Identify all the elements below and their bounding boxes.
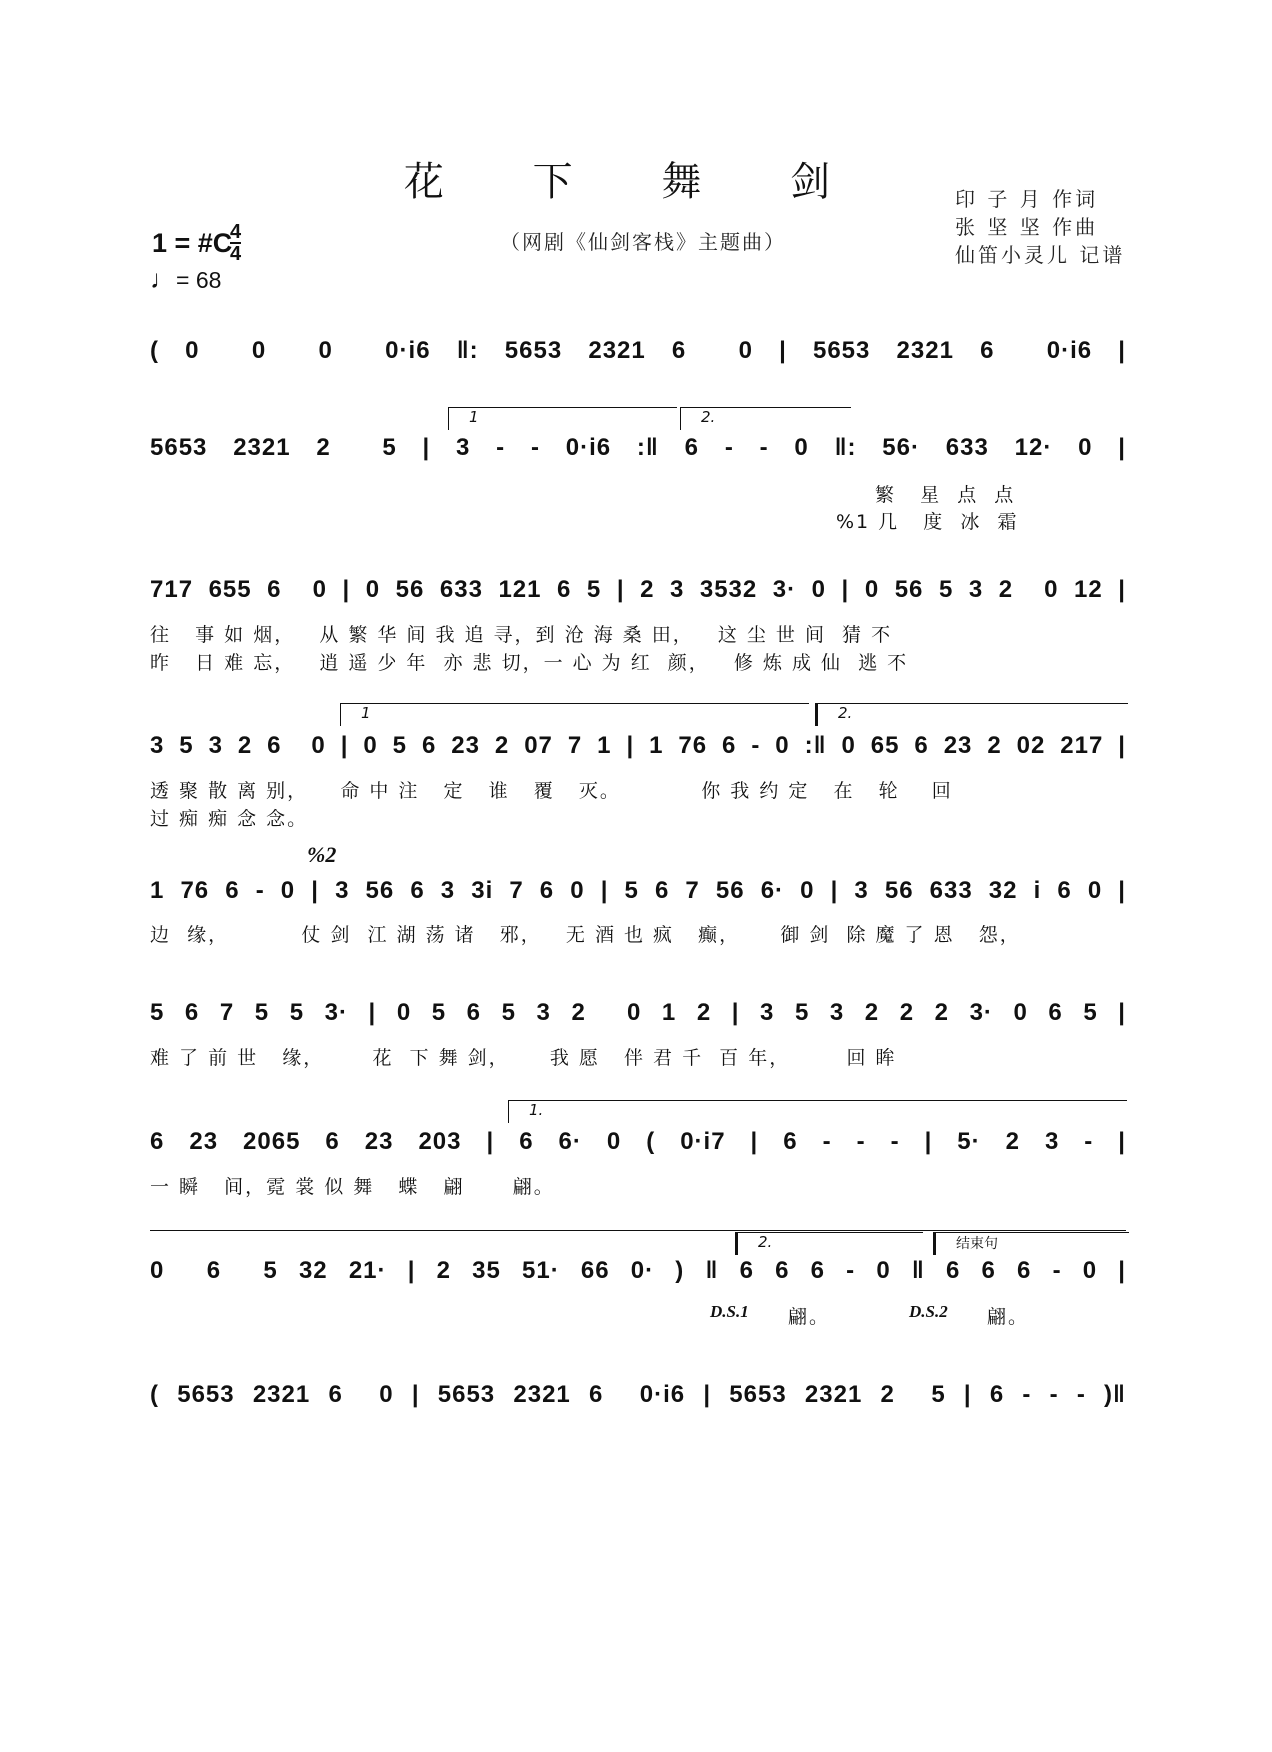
staff-line-8: [150, 1253, 1126, 1289]
lyric-line: 难 了 前 世 缘， 花 下 舞 剑， 我 愿 伴 君 千 百 年， 回 眸: [150, 1047, 897, 1069]
transcriber-credit: 仙笛小灵儿 记谱: [955, 243, 1126, 267]
key-signature: 1 = #C: [152, 228, 233, 258]
composer-credit: 张 坚 坚 作曲: [955, 215, 1099, 239]
staff-notes: 3 5 3 2 6 0 | 0 5 6 23 2 07 7 1 | 1 76 6 - 0 :‖ 0 65 6 23 2 02 217 |: [150, 732, 1126, 759]
lyricist-credit: 印 子 月 作词: [955, 187, 1099, 211]
ds2-marker: D.S.2: [909, 1302, 948, 1321]
volta-bracket-1: 1.: [508, 1100, 1127, 1123]
lyric-line: 边 缘， 仗 剑 江 湖 荡 诸 邪， 无 酒 也 疯 癫， 御 剑 除 魔 了 恩 怨，: [150, 924, 1021, 946]
volta-bracket-2: 2.: [735, 1232, 923, 1255]
segno-2-marker: %2: [307, 842, 337, 867]
staff-notes: 6 23 2065 6 23 203 | 6 6· 0 ( 0·i7 | 6 - - - | 5· 2 3 - |: [150, 1128, 1126, 1155]
lyric-line: 一 瞬 间，霓 裳 似 舞 蝶 翩 翩。: [150, 1176, 555, 1198]
song-subtitle: （网剧《仙剑客栈》主题曲）: [500, 230, 786, 254]
lyric-line: 翩。: [788, 1306, 831, 1328]
lyric-line: 透 聚 散 离 别， 命 中 注 定 谁 覆 灭。 你 我 约 定 在 轮 回: [150, 780, 953, 802]
time-signature: [230, 222, 241, 264]
lyric-line: %1 几 度 冰 霜: [836, 511, 1019, 533]
lyric-line: 往 事 如 烟， 从 繁 华 间 我 追 寻，到 沧 海 桑 田， 这 尘 世 间 猜 不: [150, 624, 893, 646]
tempo-value: = 68: [176, 267, 222, 293]
staff-line-3: [150, 572, 1126, 608]
lyric-line: 昨 日 难 忘， 逍 遥 少 年 亦 悲 切，一 心 为 红 颜， 修 炼 成 仙 逃 不: [150, 652, 909, 674]
staff-notes: ( 5653 2321 6 0 | 5653 2321 6 0·i6 | 5653 2321 2 5 | 6 - - - )‖: [150, 1381, 1126, 1408]
staff-notes: 0 6 5 32 21· | 2 35 51· 66 0· ) ‖ 6 6 6 - 0 ‖ 6 6 6 - 0 |: [150, 1257, 1126, 1284]
lyric-line: 过 痴 痴 念 念。: [150, 808, 309, 830]
song-title: 花 下 舞 剑: [403, 159, 869, 205]
volta-bracket-2: 2.: [680, 407, 851, 430]
ds1-marker: D.S.1: [710, 1302, 749, 1321]
quarter-note-icon: ♩: [150, 264, 176, 294]
time-signature-bottom: 4: [230, 243, 242, 265]
staff-line-9: [150, 1377, 1126, 1413]
volta-bracket-2: 2.: [815, 703, 1128, 726]
repeat-section-rule: [150, 1230, 1126, 1231]
staff-line-7: [150, 1124, 1126, 1160]
time-signature-top: 4: [230, 221, 242, 243]
tempo-marking: [150, 264, 221, 295]
staff-notes: 5653 2321 2 5 | 3 - - 0·i6 :‖ 6 - - 0 ‖: 56· 633 12· 0 |: [150, 434, 1126, 461]
coda-bracket: 结束句: [933, 1232, 1129, 1255]
lyric-line: 繁 星 点 点: [875, 484, 1016, 506]
volta-bracket-1: 1: [340, 703, 809, 726]
staff-notes: 717 655 6 0 | 0 56 633 121 6 5 | 2 3 3532 3· 0 | 0 56 5 3 2 0 12 |: [150, 576, 1126, 603]
volta-bracket-1: 1: [448, 407, 677, 430]
staff-line-1: [150, 333, 1126, 369]
staff-notes: 5 6 7 5 5 3· | 0 5 6 5 3 2 0 1 2 | 3 5 3 2 2 2 3· 0 6 5 |: [150, 999, 1126, 1026]
lyric-line: 翩。: [987, 1306, 1030, 1328]
staff-line-6: [150, 995, 1126, 1031]
staff-notes: ( 0 0 0 0·i6 ‖: 5653 2321 6 0 | 5653 2321 6 0·i6 |: [150, 337, 1126, 364]
staff-notes: 1 76 6 - 0 | 3 56 6 3 3i 7 6 0 | 5 6 7 56 6· 0 | 3 56 633 32 i 6 0 |: [150, 877, 1126, 904]
staff-line-5: [150, 873, 1126, 909]
staff-line-4: [150, 728, 1126, 764]
staff-line-2: [150, 430, 1126, 466]
